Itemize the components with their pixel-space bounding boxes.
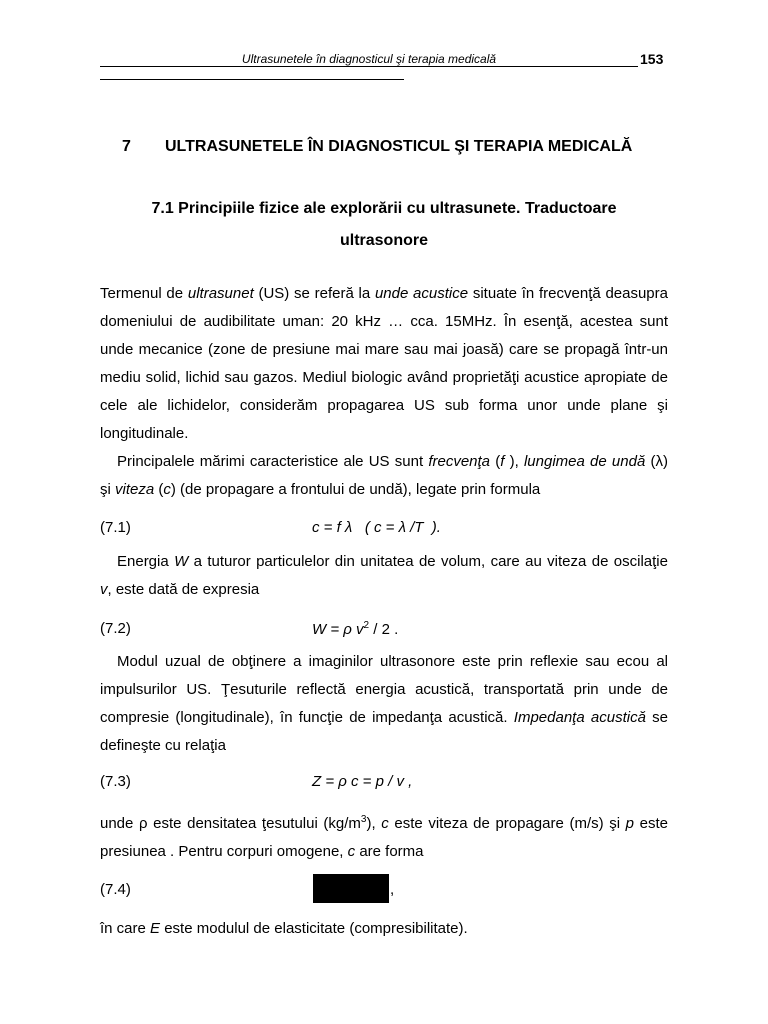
- text: situate în frecvenţă deasupra domeniului de audibilitate uman: 20 kHz … cca. 15MHz. În esenţă, acestea sunt unde mecanice (zone de presiune mai mare sau mai joasă) care se propagă într-un mediu solid, lichid sau gazos. Mediul biologic având proprietăţi acustice apropiate de cele ale lichidelor, considerăm propagarea US sub forma unor unde plane şi longitudinale.: [100, 285, 668, 442]
- equation-lhs: W = ρ v: [312, 621, 364, 638]
- chapter-number: 7: [122, 138, 131, 155]
- symbol-c: c: [347, 843, 356, 860]
- equation-label-7-2: (7.2): [100, 620, 131, 637]
- section-title: [100, 193, 668, 257]
- page-number: 153: [640, 51, 664, 67]
- equation-7-1: [312, 519, 441, 536]
- equation-rest: / 2 .: [369, 621, 399, 638]
- text: Termenul de: [100, 285, 188, 302]
- symbol-v: v: [100, 581, 108, 598]
- section-title-line-2: ultrasonore: [339, 232, 428, 249]
- symbol-e: E: [150, 920, 161, 937]
- symbol-c: c: [381, 815, 389, 832]
- text: Principalele mărimi caracteristice ale US sunt: [117, 453, 429, 470]
- paragraph-energy: [100, 548, 668, 604]
- equation-label-7-4: (7.4): [100, 881, 131, 898]
- text: Energia: [117, 553, 175, 570]
- equation-exponent: 2: [363, 620, 370, 631]
- term-impedanta-acustica: Impedanţa acustică: [513, 709, 646, 726]
- term-viteza: viteza: [115, 481, 155, 498]
- equation-lhs: c = f λ: [312, 519, 353, 536]
- text: Modul uzual de obţinere a imaginilor ultrasonore este prin reflexie sau ecou al impulsurilor US. Ţesuturile reflectă energia acustică, transportată prin unde de compresie (longitudinale), în funcţie de impedanţa acustică.: [100, 653, 668, 726]
- text: se defineşte cu relaţia: [100, 709, 669, 754]
- equation-7-3: Z = ρ c = p / v ,: [312, 773, 413, 790]
- symbol-w: W: [174, 553, 189, 570]
- chapter-title: ULTRASUNETELE ÎN DIAGNOSTICUL ŞI TERAPIA MEDICALĂ: [165, 138, 633, 155]
- redacted-equation-block: [313, 874, 389, 903]
- text: (λ) şi: [100, 453, 668, 498]
- paragraph-elasticity: [100, 915, 668, 943]
- equation-7-2: [312, 620, 398, 638]
- equation-label-7-3: (7.3): [100, 773, 131, 790]
- symbol-p: p: [625, 815, 635, 832]
- text: ),: [504, 453, 524, 470]
- text: a tuturor particulelor din unitatea de volum, care au viteza de oscilaţie: [188, 553, 668, 570]
- text: este modulul de elasticitate (compresibilitate).: [160, 920, 468, 937]
- term-lungimea-de-unda: lungimea de undă: [523, 453, 646, 470]
- equation-label-7-1: (7.1): [100, 519, 131, 536]
- running-header-title: Ultrasunetele în diagnosticul şi terapia medicală: [241, 52, 497, 66]
- paragraph-intro: [100, 280, 668, 448]
- text: (: [154, 481, 164, 498]
- text: are forma: [355, 843, 424, 860]
- symbol-c: c: [163, 481, 171, 498]
- equation-alt: ( c = λ /T ).: [352, 519, 441, 536]
- paragraph-imaging: [100, 648, 668, 760]
- text: este presiunea . Pentru corpuri omogene,: [100, 815, 668, 860]
- term-unde-acustice: unde acustice: [374, 285, 469, 302]
- paragraph-density: [100, 806, 668, 866]
- text: unde ρ este densitatea ţesutului (kg/m: [100, 815, 361, 832]
- term-ultrasunet: ultrasunet: [187, 285, 254, 302]
- paragraph-quantities: [100, 448, 668, 504]
- header-rule: [100, 66, 638, 67]
- text: , este dată de expresia: [107, 581, 260, 598]
- unit-exponent: 3: [360, 814, 367, 825]
- header-rule-short: [100, 79, 404, 80]
- equation-comma: ,: [390, 881, 395, 898]
- text: (US) se referă la: [253, 285, 375, 302]
- text: ) (de propagare a frontului de undă), legate prin formula: [170, 481, 541, 498]
- text: ),: [366, 815, 382, 832]
- symbol-f: f: [500, 453, 505, 470]
- text: este viteza de propagare (m/s) şi: [388, 815, 626, 832]
- text: în care: [100, 920, 151, 937]
- section-title-line-1: 7.1 Principiile fizice ale explorării cu ultrasunete. Traductoare: [151, 200, 617, 217]
- term-frecventa: frecvenţa: [428, 453, 491, 470]
- text: (: [490, 453, 501, 470]
